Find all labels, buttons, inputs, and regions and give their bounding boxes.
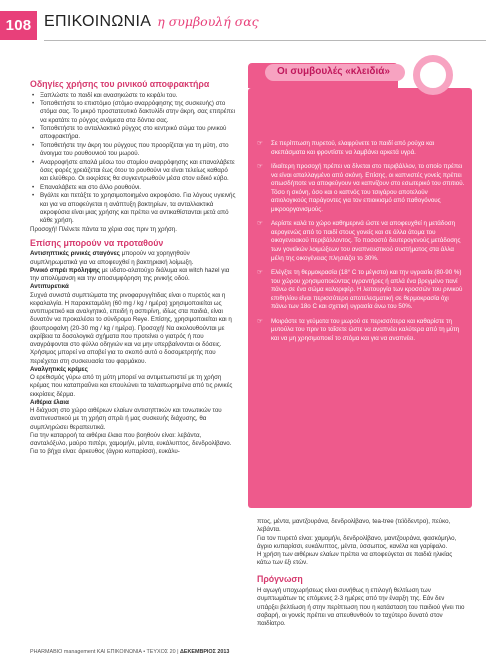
tip-text: Μοιράστε τα γεύματα του μωρού σε περισσότερα και καθαρίστε τη μυτούλα του πριν το ταΐσετε ώστε να αναπνέει καλύτερα από τη μύτη και να μη χρησιμοποιεί το στόμα και για να αναπνέει.: [271, 317, 460, 342]
warning-text: Προσοχή! Πλένετε πάντα τα χέρια σας πριν τη χρήση.: [30, 225, 177, 233]
prognosis-heading: Πρόγνωση: [257, 573, 303, 584]
tips-list: [257, 140, 465, 349]
instruction-item: • Ξαπλώστε το παιδί και ανασηκώστε το κεφάλι του.: [30, 92, 236, 100]
pointing-hand-icon: ☞: [257, 140, 263, 147]
instructions-list: [30, 92, 236, 226]
pointing-hand-icon: ☞: [257, 269, 263, 277]
aspirator-instructions-heading: Οδηγίες χρήσης του ρινικού αποφρακτήρα: [30, 79, 210, 89]
instruction-item: • Επαναλάβετε και στο άλλο ρουθούνι.: [30, 184, 236, 192]
section-subtitle: η συμβουλή σας: [157, 14, 259, 29]
antipyretic-text: Συχνά συνιστά συμπτώματα της ρινοφαρυγγίτιδας είναι ο πυρετός και η κεφαλαλγία. Η παρακεταμόλη (60 mg / kg / ημέρα) χρησιμοποιείται ως αντιπυρετικό και αναλγητικό, επειδή η ασπιρίνη, ιδίως στα παιδιά, είναι δυνατόν να προκαλέσει το σύνδρομο Reye. Επίσης, χρησιμοποιείται και η ιβουπροφαίνη (20-30 mg / kg / ημέρα). Προσοχή! Να ακολουθούνται με ακρίβεια τα δοσολογικά σχήματα που προτείνει ο γιατρός ή που αναγράφονται στο φύλλο οδηγιών και να μην υπερβαίνονται οι δόσεις. Χρήσιμος μπορεί να αποβεί για το σκοπό αυτό ο δοσομετρητής που περιέχεται στη συσκευασία του φαρμάκου.: [30, 291, 232, 365]
page-number: 108: [0, 11, 37, 40]
pointing-hand-icon: ☞: [257, 317, 263, 325]
issue-date: ΔΕΚΕΜΒΡΙΟΣ 2013: [180, 649, 230, 655]
right-column: [257, 518, 465, 628]
tip-item: [257, 163, 465, 214]
instruction-item: • Βγάλτε και πετάξτε το χρησιμοποιημένο ακροφύσιο. Για λόγους υγιεινής και για να αποφεύγεται η ανάπτυξη βακτηρίων, τα ανταλλακτικά ακροφύσια είναι μιας χρήσης και πρέπει να αντικαθίστανται μετά από κάθε χρήση.: [30, 192, 236, 225]
oils-continued-text: πτος, μέντα, μαντζουράνα, δενδρολίβανο, tea-tree (τεϊόδεντρο), πεύκο, λεβάντα.: [257, 518, 451, 534]
page-header: [44, 13, 259, 37]
spray-paragraph: [30, 267, 236, 284]
oils-warning-text: Η χρήση των αιθέριων ελαίων πρέπει να αποφεύγεται σε παιδιά ηλικίας κάτω των έξι ετών.: [257, 551, 453, 567]
antiseptic-text: μπορούν να χορηγηθούν συμπληρωματικά για να αποφευχθεί η βακτηριακή λοίμωξη.: [30, 250, 194, 266]
tip-item: [257, 318, 465, 344]
oils-cough-text: Για το βήχα είναι: άρκευθος (άγριο κυπαρίσσι), ευκάλυ-: [30, 448, 180, 456]
also-suggested-heading: Επίσης μπορούν να προταθούν: [30, 237, 164, 248]
antipyretic-heading: Αντιπυρετικά: [30, 283, 69, 291]
tip-item: [257, 140, 465, 157]
key-ring-icon: [413, 55, 453, 95]
left-column: [30, 79, 236, 457]
section-title: ΕΠΙΚΟΙΝΩΝΙΑ: [44, 13, 152, 30]
header-divider: [44, 40, 486, 41]
key-hole: [431, 68, 438, 75]
tip-text: Αερίστε καλά το χώρο καθημερινά ώστε να αποφευχθεί η μετάδοση αερογενώς από το παιδί στους γονείς και σε άλλα άτομα του οικογενειακού περιβάλλοντος. Το ποσοστό δευτερογενούς μετάδοσης των γονεϊκών λοιμώξεων του αναπνευστικού συστήματος στα άλλα μέλη της οικογένειας πλησιάζει το 30%.: [271, 220, 461, 262]
prognosis-text: Η αγωγή υποχωρήσεως είναι συνήθως η επιλογή θελτίωση των συμπτωμάτων τις επόμενες 2-3 ημέρες από την έναρξη της. Εάν δεν υπάρξει βελτίωση ή στην περίπτωση που η κατάσταση του παιδιού γίνει πιο σοβαρή, οι γονείς πρέπει να απευθυνθούν το ταχύτερο δυνατό στον παιδίατρο.: [257, 587, 465, 628]
oils-text: Η διάχυση στο χώρο αιθέριων ελαίων αντισηπτικών και τονωτικών του αναπνευστικού με τη χρήση σπρέι ή μας συσκευής διάχυσης, θα συμπληρώσει θεραπευτικά.: [30, 407, 222, 431]
antiseptic-paragraph: [30, 250, 236, 267]
oils-heading: Αιθέρια έλαια: [30, 398, 69, 406]
antiseptic-lead: Αντισηπτικές ρινικές σταγόνες: [30, 250, 120, 258]
pointing-hand-icon: ☞: [257, 163, 263, 171]
instruction-item: • Τοποθετήστε το ανταλλακτικό ρύγχος στο κεντρικό σώμα του ρινικού αποφρακτήρα.: [30, 125, 236, 142]
magazine-name: PHARMABIO management ΚΑΙ ΕΠΙΚΟΙΝΩΝΙΑ: [30, 649, 142, 655]
oils-cold-text: Για την καταρροή τα αιθέρια έλαια που βοηθούν είναι: λεβάντα, σανταλόξυλο, μαύρο πιπέρι, χαμομήλι, μέντα, ευκάλυπτος, δενδρολίβανο.: [30, 431, 232, 448]
tip-item: [257, 269, 465, 312]
creams-heading: Αναλγητικές κρέμες: [30, 365, 88, 373]
instruction-item: • Τοποθετήστε το επιστόμιο (στόμιο αναρρόφησης της συσκευής) στο στόμα σας. Το μικρό προστατευτικό δακτυλίδι στην άκρη, σας επιτρέπει να κρατάτε το ρύγχος ανάμεσα στα δόντια σας.: [30, 100, 236, 125]
tip-text: Ιδιαίτερη προσοχή πρέπει να δίνεται στο περιβάλλον, το οποίο πρέπει να είναι απαλλαγμένο από σκόνη. Επίσης, οι καπνιστές γονείς πρέπει οπωσδήποτε να αποφεύγουν να καπνίζουν στο εσωτερικό του σπιτιού. Τόσο η σκόνη, όσο και ο καπνός του τσιγάρου αποτελούν αιτιολογικούς παράγοντες για τον επιοικισμό από παθογόνους μικροοργανισμούς.: [271, 163, 465, 213]
issue-label: • ΤΕΥΧΟΣ 20 |: [141, 649, 180, 655]
tip-item: [257, 220, 465, 263]
oils-fever-text: Για τον πυρετό είναι: χαμομήλι, δενδρολίβανο, μαντζουράνα, φασκόμηλο, άγριο κυπαρίσσι, ευκάλυπτος, μέντα, ύσσωπος, κανέλα και γαρίφαλο.: [257, 534, 457, 550]
spray-lead: Ρινικό σπρέι πρόληψης: [30, 266, 101, 274]
pointing-hand-icon: ☞: [257, 220, 263, 228]
key-tips-title: Οι συμβουλές «κλειδιά»: [277, 66, 390, 77]
instruction-item: • Αναρροφήστε απαλά μέσω του στομίου αναρρόφησης και επαναλάβετε όσες φορές χρειάζεται έως ότου το ρουθούνι να είναι τελείως καθαρό και ελεύθερο. Οι εκκρίσεις θα συγκεντρωθούν μέσα στον ειδικό κύβο.: [30, 159, 236, 184]
spray-text: με υδατο-αλατούχο διάλυμα και witch hazel για την απολύμανση και την αποσυμφόρηση της ρινικής οδού.: [30, 266, 230, 283]
creams-text: Ο ερεθισμός γύρω από τη μύτη μπορεί να αντιμετωπιστεί με τη χρήση κρέμας που καταπραΰνει και επουλώνει τα ταλαιπωρημένα από τις ρινικές εκκρίσεις δέρμα.: [30, 374, 233, 398]
tip-text: Σε περίπτωση πυρετού, ελαφρύνετε το παιδί από ρούχα και σκεπάσματα και φροντίστε να λαμβάνει αρκετά υγρά.: [271, 140, 435, 156]
instruction-item: • Τοποθετήστε την άκρη του ρύγχους που προορίζεται για τη μύτη, στο άνοιγμα του ρουθουνιού του μωρού.: [30, 142, 236, 159]
tip-text: Ελέγξτε τη θερμοκρασία (18° C το μέγιστο) και την υγρασία (80-90 %) του χώρου χρησιμοποιώντας υγραντήρες ή απλά ένα βρεγμένο πανί πάνω σε ένα σώμα καλοριφέρ. Η λειτουργία των κροσσών του ρινικού επιθηλίου είναι περισσότερο αποτελεσματική σε θερμοκρασία όχι πάνω των 18o C και σχετική υγρασία άνω του 50%.: [271, 269, 463, 311]
page-footer: [30, 649, 229, 655]
